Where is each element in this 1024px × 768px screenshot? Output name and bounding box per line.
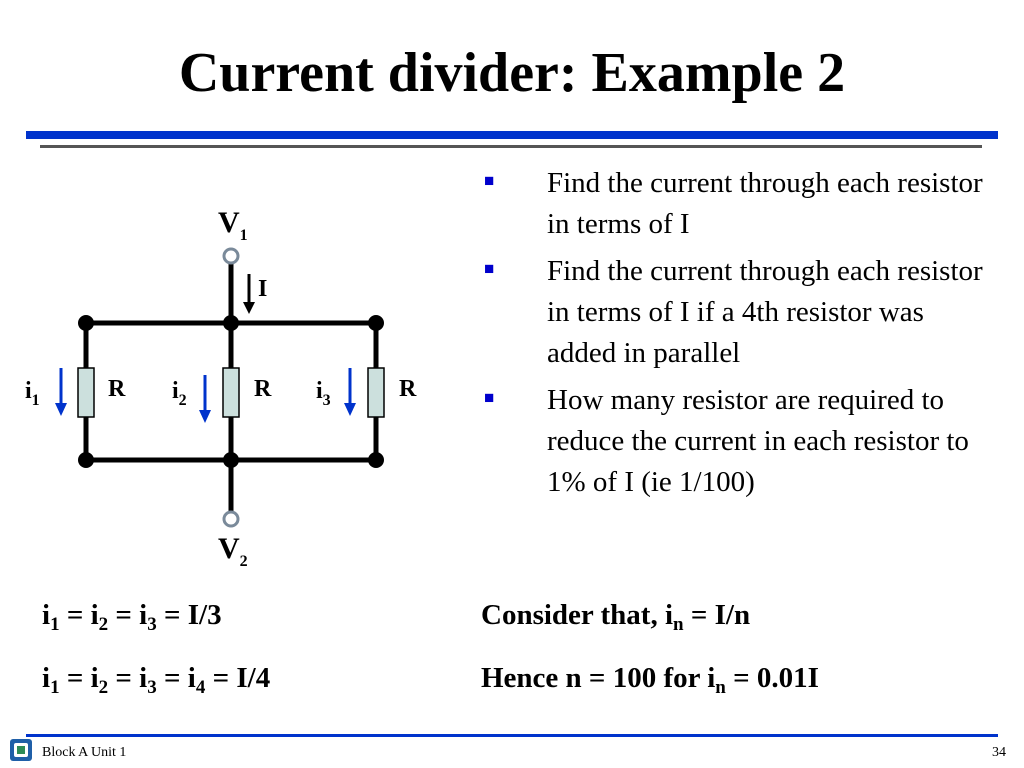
- square-bullet-icon: ■: [484, 388, 495, 407]
- square-bullet-icon: ■: [484, 171, 495, 190]
- bullet-item: [480, 163, 1000, 245]
- source-current-arrowhead: [243, 302, 255, 314]
- bullet-item: [480, 380, 1000, 503]
- equation-three-resistors: $i_1 = i_2 = i_3 = I/3$: [42, 599, 222, 635]
- terminal-v2: [224, 512, 238, 526]
- resistor-3: [368, 368, 384, 417]
- junction-dot: [368, 315, 384, 331]
- resistor-2: [223, 368, 239, 417]
- label-branch-current-2: $i_2$: [172, 378, 187, 409]
- label-branch-current-1: $i_1$: [25, 378, 40, 409]
- label-branch-current-3: $i_3$: [316, 378, 331, 409]
- equation-answer: Hence n = 100 for $i_n = 0.01I$: [481, 662, 819, 698]
- bullet-item: [480, 251, 1000, 374]
- junction-dot: [223, 452, 239, 468]
- bullet-text: Find the current through each resistor in terms of I if a 4th resistor was added in parallel: [547, 255, 983, 369]
- junction-dot: [368, 452, 384, 468]
- bullet-text: Find the current through each resistor in terms of I: [547, 167, 983, 240]
- terminal-v1: [224, 249, 238, 263]
- footer-divider: [26, 734, 998, 737]
- label-resistor-2: R: [254, 376, 272, 402]
- bullet-text: How many resistor are required to reduce the current in each resistor to 1% of I (ie 1/100): [547, 384, 969, 498]
- square-bullet-icon: ■: [484, 259, 495, 278]
- junction-dot: [78, 452, 94, 468]
- label-v2: $V_2$: [218, 532, 248, 570]
- resistor-1: [78, 368, 94, 417]
- bullet-list: [480, 163, 1000, 509]
- label-v1: $V_1$: [218, 206, 248, 244]
- label-resistor-3: R: [399, 376, 417, 402]
- junction-dot: [223, 315, 239, 331]
- junction-dot: [78, 315, 94, 331]
- university-logo-icon: [8, 736, 36, 764]
- equation-general: Consider that, $i_n = I/n$: [481, 599, 751, 635]
- label-source-current: I: [258, 276, 268, 302]
- equation-four-resistors: $i_1 = i_2 = i_3 = i_4 = I/4$: [42, 662, 271, 698]
- circuit-diagram: [0, 0, 470, 590]
- footer-course-label: Block A Unit 1: [42, 745, 127, 760]
- label-resistor-1: R: [108, 376, 126, 402]
- page-number: 34: [992, 745, 1006, 760]
- slide-title: Current divider: Example 2: [178, 42, 846, 104]
